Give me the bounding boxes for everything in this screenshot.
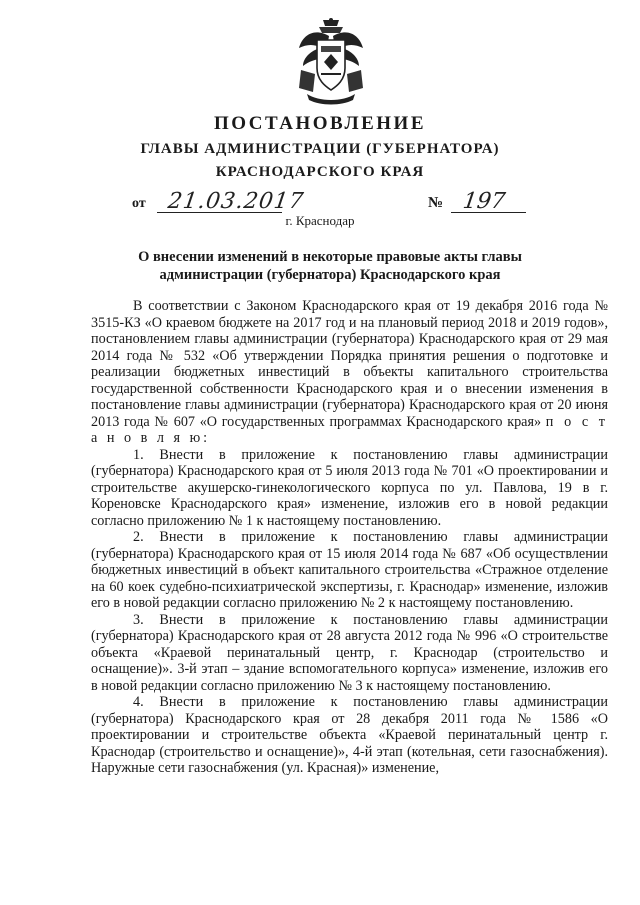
list-item: 1. Внести в приложение к постановлению главы администрации (губернатора) Краснодарского края от 5 июля 2013 года № 701 «О проектировании и строительстве акушерско-гинекологического корпуса по ул. Павлова, 19 в г. Кореновске Краснодарского края» изменение, изложив его в новой редакции согласно приложению № 1 к настоящему постановлению. (91, 446, 608, 529)
decree-word: п о с т а н о в л я ю: (91, 413, 609, 446)
document-body (91, 298, 608, 777)
issuer-line-2: КРАСНОДАРСКОГО КРАЯ (215, 164, 425, 180)
list-item: 3. Внести в приложение к постановлению главы администрации (губернатора) Краснодарского края от 28 августа 2012 года № 996 «О строительстве объекта «Краевой перинатальный центр, г. Краснодар (строительство и оснащение)». 3-й этап – здание вспомогательного корпуса» изменение, изложив его в новой редакции согласно приложению № 3 к настоящему постановлению. (91, 611, 608, 694)
heading-line-1: О внесении изменений в некоторые правовые акты главы (138, 249, 522, 265)
heading-line-2: администрации (губернатора) Краснодарского края (159, 267, 501, 283)
date-prefix-label: от (132, 196, 146, 211)
number-label: № (428, 195, 444, 211)
issuer-line-1: ГЛАВЫ АДМИНИСТРАЦИИ (ГУБЕРНАТОРА) (140, 141, 500, 157)
handwritten-number: 197 (461, 189, 507, 214)
city-label: г. Краснодар (285, 213, 355, 228)
list-item: 2. Внести в приложение к постановлению главы администрации (губернатора) Краснодарского края от 15 июля 2014 года № 687 «Об осуществлении бюджетных инвестиций в объект капитального строительства «Стражное отделение на 60 коек судебно-психиатрической экспертизы, г. Краснодар» изменение, изложив его в новой редакции согласно приложению № 2 к настоящему постановлению. (91, 529, 608, 611)
list-item: 4. Внести в приложение к постановлению главы администрации (губернатора) Краснодарского края от 28 декабря 2011 года № 1586 «О проектировании и строительстве объекта «Краевой перинатальный центр г. Краснодар (строительство и оснащение)», 4-й этап (котельная, сети газоснабжения). Наружные сети газоснабжения (ул. Красная)» изменение, (91, 694, 608, 776)
handwritten-date: 21.03.2017 (166, 189, 306, 214)
intro-paragraph (91, 298, 608, 447)
document-title: ПОСТАНОВЛЕНИЕ (213, 113, 427, 134)
coat-of-arms-emblem (293, 18, 369, 106)
intro-text: В соответствии с Законом Краснодарского края от 19 декабря 2016 года № 3515-КЗ «О краевом бюджете на 2017 год и на плановый период 2018 и 2019 годов», постановлением главы администрации (губернатора) Краснодарского края от 29 мая 2014 года № 532 «Об утверждении Порядка принятия решения о подготовке и реализации бюджетных инвестиций в объекты капитального строительства государственной собственности Краснодарского края и о внесении изменения в постановление главы администрации (губернатора) Краснодарского края от 20 июня 2013 года № 607 «О государственных программах Краснодарского края» (91, 298, 608, 430)
document-heading (80, 248, 580, 284)
